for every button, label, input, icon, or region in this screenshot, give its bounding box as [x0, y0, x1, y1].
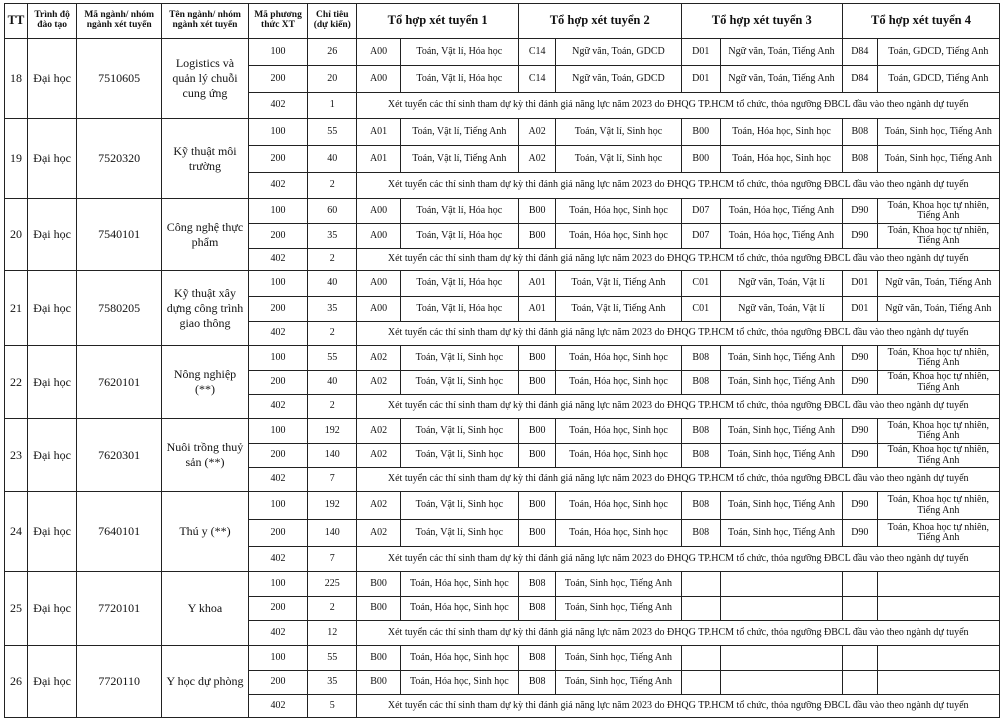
combo-subjects: Toán, Hóa học, Tiếng Anh: [720, 199, 842, 224]
method-code: 402: [248, 621, 307, 646]
combo-subjects: Ngữ văn, Toán, Vật lí: [720, 271, 842, 297]
method-code: 200: [248, 671, 307, 695]
combo-subjects: Toán, Hóa học, Sinh học: [556, 199, 681, 224]
method-code: 100: [248, 346, 307, 371]
quota-value: 192: [308, 492, 357, 520]
quota-value: 35: [308, 297, 357, 322]
header-code: Mã ngành/ nhóm ngành xét tuyển: [77, 4, 162, 39]
combo-code: [681, 572, 720, 597]
method-code: 402: [248, 695, 307, 718]
combo-subjects: [720, 671, 842, 695]
combo-subjects: Toán, Sinh học, Tiếng Anh: [720, 371, 842, 395]
quota-value: 192: [308, 419, 357, 444]
table-row: [5, 346, 1000, 371]
table-row: [5, 199, 1000, 224]
combo-subjects: Toán, Hóa học, Sinh học: [720, 146, 842, 173]
method-note: Xét tuyển các thí sinh tham dự kỳ thi đánh giá năng lực năm 2023 do ĐHQG TP.HCM tổ chức, thỏa ngưỡng ĐBCL đầu vào theo ngành dự tuyển: [357, 468, 1000, 492]
combo-subjects: Toán, Khoa học tự nhiên, Tiếng Anh: [877, 444, 999, 468]
combo-subjects: Ngữ văn, Toán, Tiếng Anh: [720, 39, 842, 66]
combo-code: B00: [518, 520, 556, 547]
quota-value: 55: [308, 119, 357, 146]
combo-code: A00: [357, 199, 400, 224]
quota-value: 225: [308, 572, 357, 597]
combo-code: D90: [843, 199, 878, 224]
combo-code: B08: [518, 646, 556, 671]
table-row: [5, 646, 1000, 671]
program-code: 7520320: [77, 119, 162, 199]
combo-code: C01: [681, 297, 720, 322]
row-number: 20: [5, 199, 28, 271]
method-note: Xét tuyển các thí sinh tham dự kỳ thi đánh giá năng lực năm 2023 do ĐHQG TP.HCM tổ chức, thỏa ngưỡng ĐBCL đầu vào theo ngành dự tuyển: [357, 322, 1000, 346]
header-name: Tên ngành/ nhóm ngành xét tuyển: [162, 4, 249, 39]
program-code: 7580205: [77, 271, 162, 346]
quota-value: 140: [308, 520, 357, 547]
combo-subjects: Toán, Sinh học, Tiếng Anh: [556, 572, 681, 597]
training-level: Đại học: [27, 346, 76, 419]
combo-subjects: Toán, Vật lí, Sinh học: [400, 444, 518, 468]
combo-code: A02: [518, 146, 556, 173]
combo-code: D07: [681, 199, 720, 224]
combo-code: A01: [518, 297, 556, 322]
quota-value: 7: [308, 547, 357, 572]
row-number: 23: [5, 419, 28, 492]
combo-subjects: [720, 597, 842, 621]
combo-code: [843, 646, 878, 671]
combo-code: A00: [357, 297, 400, 322]
combo-code: A00: [357, 39, 400, 66]
row-number: 25: [5, 572, 28, 646]
method-code: 200: [248, 224, 307, 249]
training-level: Đại học: [27, 271, 76, 346]
combo-subjects: Toán, Hóa học, Sinh học: [556, 224, 681, 249]
combo-code: [681, 646, 720, 671]
admission-table: [4, 3, 1000, 718]
training-level: Đại học: [27, 646, 76, 718]
combo-code: B08: [518, 671, 556, 695]
combo-subjects: [877, 671, 999, 695]
combo-subjects: Toán, Sinh học, Tiếng Anh: [556, 597, 681, 621]
program-name: Kỹ thuật môi trường: [162, 119, 249, 199]
method-note: Xét tuyển các thí sinh tham dự kỳ thi đánh giá năng lực năm 2023 do ĐHQG TP.HCM tổ chức, thỏa ngưỡng ĐBCL đầu vào theo ngành dự tuyển: [357, 93, 1000, 119]
combo-subjects: Toán, Khoa học tự nhiên, Tiếng Anh: [877, 199, 999, 224]
program-code: 7620301: [77, 419, 162, 492]
row-number: 21: [5, 271, 28, 346]
combo-subjects: Toán, Sinh học, Tiếng Anh: [877, 119, 999, 146]
combo-subjects: Ngữ văn, Toán, GDCD: [556, 39, 681, 66]
quota-value: 2: [308, 597, 357, 621]
combo-subjects: Toán, Vật lí, Hóa học: [400, 199, 518, 224]
combo-subjects: Toán, Hóa học, Tiếng Anh: [720, 224, 842, 249]
quota-value: 2: [308, 395, 357, 419]
quota-value: 12: [308, 621, 357, 646]
combo-subjects: Toán, Vật lí, Sinh học: [400, 520, 518, 547]
combo-subjects: Toán, Sinh học, Tiếng Anh: [877, 146, 999, 173]
combo-subjects: Toán, Hóa học, Sinh học: [400, 671, 518, 695]
combo-subjects: Toán, Khoa học tự nhiên, Tiếng Anh: [877, 492, 999, 520]
combo-code: A02: [357, 520, 400, 547]
program-code: 7720101: [77, 572, 162, 646]
combo-code: D90: [843, 371, 878, 395]
combo-code: A02: [518, 119, 556, 146]
combo-code: A02: [357, 419, 400, 444]
combo-subjects: Toán, Vật lí, Hóa học: [400, 271, 518, 297]
combo-code: B00: [681, 119, 720, 146]
method-note: Xét tuyển các thí sinh tham dự kỳ thi đánh giá năng lực năm 2023 do ĐHQG TP.HCM tổ chức, thỏa ngưỡng ĐBCL đầu vào theo ngành dự tuyển: [357, 695, 1000, 718]
row-number: 22: [5, 346, 28, 419]
combo-code: A02: [357, 444, 400, 468]
method-code: 100: [248, 646, 307, 671]
quota-value: 1: [308, 93, 357, 119]
table-row: [5, 492, 1000, 520]
method-code: 100: [248, 39, 307, 66]
table-body: [5, 39, 1000, 718]
method-code: 402: [248, 249, 307, 271]
combo-subjects: Toán, Vật lí, Tiếng Anh: [400, 119, 518, 146]
training-level: Đại học: [27, 492, 76, 572]
training-level: Đại học: [27, 119, 76, 199]
header-combo-1: Tổ hợp xét tuyển 1: [357, 4, 518, 39]
combo-subjects: [877, 597, 999, 621]
quota-value: 55: [308, 346, 357, 371]
method-code: 100: [248, 199, 307, 224]
combo-code: B08: [843, 119, 878, 146]
quota-value: 7: [308, 468, 357, 492]
combo-subjects: [877, 572, 999, 597]
combo-subjects: Toán, Vật lí, Tiếng Anh: [556, 297, 681, 322]
method-note: Xét tuyển các thí sinh tham dự kỳ thi đánh giá năng lực năm 2023 do ĐHQG TP.HCM tổ chức, thỏa ngưỡng ĐBCL đầu vào theo ngành dự tuyển: [357, 173, 1000, 199]
method-code: 200: [248, 520, 307, 547]
combo-subjects: Toán, Hóa học, Sinh học: [556, 371, 681, 395]
row-number: 19: [5, 119, 28, 199]
method-code: 100: [248, 572, 307, 597]
combo-code: B00: [357, 572, 400, 597]
combo-subjects: Toán, Sinh học, Tiếng Anh: [720, 492, 842, 520]
quota-value: 40: [308, 146, 357, 173]
combo-code: A01: [357, 119, 400, 146]
table-row: [5, 572, 1000, 597]
combo-code: B00: [518, 371, 556, 395]
combo-code: D01: [681, 39, 720, 66]
combo-code: B00: [681, 146, 720, 173]
combo-code: C14: [518, 66, 556, 93]
combo-code: C01: [681, 271, 720, 297]
combo-subjects: Toán, Vật lí, Sinh học: [556, 119, 681, 146]
header-combo-3: Tổ hợp xét tuyển 3: [681, 4, 842, 39]
header-combo-2: Tổ hợp xét tuyển 2: [518, 4, 681, 39]
program-code: 7640101: [77, 492, 162, 572]
combo-subjects: Toán, Hóa học, Sinh học: [556, 444, 681, 468]
header-method: Mã phương thức XT: [248, 4, 307, 39]
combo-code: B08: [518, 572, 556, 597]
program-code: 7720110: [77, 646, 162, 718]
combo-code: A01: [357, 146, 400, 173]
combo-code: A02: [357, 492, 400, 520]
combo-subjects: Toán, Hóa học, Sinh học: [400, 572, 518, 597]
method-note: Xét tuyển các thí sinh tham dự kỳ thi đánh giá năng lực năm 2023 do ĐHQG TP.HCM tổ chức, thỏa ngưỡng ĐBCL đầu vào theo ngành dự tuyển: [357, 249, 1000, 271]
combo-code: B08: [518, 597, 556, 621]
header-tt: TT: [5, 4, 28, 39]
combo-code: A02: [357, 346, 400, 371]
combo-subjects: Toán, Hóa học, Sinh học: [720, 119, 842, 146]
method-code: 100: [248, 492, 307, 520]
combo-code: B00: [518, 419, 556, 444]
combo-code: D90: [843, 444, 878, 468]
program-name: Y học dự phòng: [162, 646, 249, 718]
combo-subjects: Toán, Hóa học, Sinh học: [556, 520, 681, 547]
method-code: 402: [248, 547, 307, 572]
combo-subjects: Toán, Khoa học tự nhiên, Tiếng Anh: [877, 371, 999, 395]
method-code: 200: [248, 297, 307, 322]
combo-code: B00: [518, 346, 556, 371]
method-note: Xét tuyển các thí sinh tham dự kỳ thi đánh giá năng lực năm 2023 do ĐHQG TP.HCM tổ chức, thỏa ngưỡng ĐBCL đầu vào theo ngành dự tuyển: [357, 395, 1000, 419]
method-code: 100: [248, 271, 307, 297]
combo-code: [843, 572, 878, 597]
combo-code: A00: [357, 224, 400, 249]
combo-code: B00: [518, 224, 556, 249]
quota-value: 60: [308, 199, 357, 224]
table-row: [5, 271, 1000, 297]
combo-subjects: Toán, Vật lí, Sinh học: [400, 492, 518, 520]
program-name: Y khoa: [162, 572, 249, 646]
row-number: 26: [5, 646, 28, 718]
combo-subjects: Toán, Vật lí, Tiếng Anh: [556, 271, 681, 297]
combo-code: D84: [843, 39, 878, 66]
quota-value: 2: [308, 173, 357, 199]
training-level: Đại học: [27, 39, 76, 119]
combo-code: A00: [357, 271, 400, 297]
combo-subjects: Toán, Hóa học, Sinh học: [556, 419, 681, 444]
combo-subjects: Toán, Sinh học, Tiếng Anh: [720, 346, 842, 371]
combo-subjects: Toán, Vật lí, Sinh học: [556, 146, 681, 173]
quota-value: 2: [308, 322, 357, 346]
combo-code: D84: [843, 66, 878, 93]
quota-value: 5: [308, 695, 357, 718]
quota-value: 40: [308, 271, 357, 297]
combo-code: [843, 597, 878, 621]
combo-subjects: Toán, Sinh học, Tiếng Anh: [556, 646, 681, 671]
header-combo-4: Tổ hợp xét tuyển 4: [843, 4, 1000, 39]
method-code: 200: [248, 444, 307, 468]
combo-code: [681, 671, 720, 695]
training-level: Đại học: [27, 419, 76, 492]
row-number: 18: [5, 39, 28, 119]
combo-subjects: Toán, Hóa học, Sinh học: [400, 646, 518, 671]
combo-subjects: Toán, Khoa học tự nhiên, Tiếng Anh: [877, 224, 999, 249]
combo-subjects: Toán, Hóa học, Sinh học: [400, 597, 518, 621]
combo-subjects: Toán, Vật lí, Hóa học: [400, 66, 518, 93]
combo-subjects: Ngữ văn, Toán, GDCD: [556, 66, 681, 93]
combo-code: B08: [681, 444, 720, 468]
combo-subjects: Toán, Sinh học, Tiếng Anh: [556, 671, 681, 695]
combo-subjects: Ngữ văn, Toán, Tiếng Anh: [720, 66, 842, 93]
combo-code: [681, 597, 720, 621]
combo-code: B00: [357, 597, 400, 621]
table-row: [5, 39, 1000, 66]
program-name: Kỹ thuật xây dựng công trình giao thông: [162, 271, 249, 346]
method-code: 100: [248, 119, 307, 146]
quota-value: 2: [308, 249, 357, 271]
training-level: Đại học: [27, 572, 76, 646]
combo-subjects: Toán, Hóa học, Sinh học: [556, 492, 681, 520]
combo-code: D90: [843, 224, 878, 249]
combo-code: [843, 671, 878, 695]
combo-code: D07: [681, 224, 720, 249]
combo-code: B08: [681, 419, 720, 444]
training-level: Đại học: [27, 199, 76, 271]
table-row: [5, 419, 1000, 444]
combo-code: D01: [681, 66, 720, 93]
quota-value: 35: [308, 224, 357, 249]
method-code: 402: [248, 468, 307, 492]
quota-value: 26: [308, 39, 357, 66]
combo-subjects: Toán, Vật lí, Hóa học: [400, 39, 518, 66]
quota-value: 140: [308, 444, 357, 468]
combo-subjects: Ngữ văn, Toán, Vật lí: [720, 297, 842, 322]
combo-code: B00: [518, 444, 556, 468]
combo-subjects: [720, 572, 842, 597]
combo-subjects: Toán, Vật lí, Sinh học: [400, 346, 518, 371]
combo-code: D90: [843, 419, 878, 444]
quota-value: 35: [308, 671, 357, 695]
combo-subjects: Toán, Khoa học tự nhiên, Tiếng Anh: [877, 346, 999, 371]
program-name: Thú y (**): [162, 492, 249, 572]
combo-code: B00: [357, 671, 400, 695]
combo-code: D90: [843, 520, 878, 547]
method-code: 402: [248, 322, 307, 346]
method-code: 402: [248, 395, 307, 419]
combo-subjects: [877, 646, 999, 671]
combo-subjects: Toán, Sinh học, Tiếng Anh: [720, 520, 842, 547]
combo-code: B00: [357, 646, 400, 671]
quota-value: 40: [308, 371, 357, 395]
combo-code: D01: [843, 271, 878, 297]
combo-subjects: Toán, Vật lí, Sinh học: [400, 419, 518, 444]
method-code: 100: [248, 419, 307, 444]
combo-subjects: Toán, Sinh học, Tiếng Anh: [720, 419, 842, 444]
header-level: Trình độ đào tạo: [27, 4, 76, 39]
combo-code: A00: [357, 66, 400, 93]
table-row: [5, 119, 1000, 146]
combo-subjects: Toán, Vật lí, Hóa học: [400, 297, 518, 322]
combo-subjects: Toán, Khoa học tự nhiên, Tiếng Anh: [877, 419, 999, 444]
combo-subjects: Ngữ văn, Toán, Tiếng Anh: [877, 271, 999, 297]
combo-subjects: [720, 646, 842, 671]
combo-subjects: Toán, Vật lí, Tiếng Anh: [400, 146, 518, 173]
combo-subjects: Toán, Vật lí, Hóa học: [400, 224, 518, 249]
program-code: 7620101: [77, 346, 162, 419]
combo-subjects: Toán, Sinh học, Tiếng Anh: [720, 444, 842, 468]
combo-code: B08: [681, 520, 720, 547]
program-name: Logistics và quản lý chuỗi cung ứng: [162, 39, 249, 119]
program-code: 7540101: [77, 199, 162, 271]
program-name: Công nghệ thực phẩm: [162, 199, 249, 271]
combo-code: B08: [681, 492, 720, 520]
combo-code: B08: [681, 346, 720, 371]
method-code: 402: [248, 173, 307, 199]
combo-subjects: Toán, Khoa học tự nhiên, Tiếng Anh: [877, 520, 999, 547]
combo-code: B00: [518, 492, 556, 520]
program-code: 7510605: [77, 39, 162, 119]
table-header: [5, 4, 1000, 39]
method-code: 200: [248, 597, 307, 621]
combo-code: C14: [518, 39, 556, 66]
method-note: Xét tuyển các thí sinh tham dự kỳ thi đánh giá năng lực năm 2023 do ĐHQG TP.HCM tổ chức, thỏa ngưỡng ĐBCL đầu vào theo ngành dự tuyển: [357, 621, 1000, 646]
combo-code: A01: [518, 271, 556, 297]
combo-code: B08: [843, 146, 878, 173]
row-number: 24: [5, 492, 28, 572]
quota-value: 20: [308, 66, 357, 93]
combo-code: A02: [357, 371, 400, 395]
header-quota: Chỉ tiêu (dự kiến): [308, 4, 357, 39]
combo-subjects: Toán, GDCD, Tiếng Anh: [877, 66, 999, 93]
method-code: 200: [248, 371, 307, 395]
combo-code: B00: [518, 199, 556, 224]
method-code: 402: [248, 93, 307, 119]
method-code: 200: [248, 146, 307, 173]
combo-code: B08: [681, 371, 720, 395]
method-note: Xét tuyển các thí sinh tham dự kỳ thi đánh giá năng lực năm 2023 do ĐHQG TP.HCM tổ chức, thỏa ngưỡng ĐBCL đầu vào theo ngành dự tuyển: [357, 547, 1000, 572]
combo-code: D90: [843, 346, 878, 371]
quota-value: 55: [308, 646, 357, 671]
combo-subjects: Toán, Hóa học, Sinh học: [556, 346, 681, 371]
program-name: Nông nghiệp (**): [162, 346, 249, 419]
method-code: 200: [248, 66, 307, 93]
combo-subjects: Toán, GDCD, Tiếng Anh: [877, 39, 999, 66]
combo-subjects: Toán, Vật lí, Sinh học: [400, 371, 518, 395]
combo-subjects: Ngữ văn, Toán, Tiếng Anh: [877, 297, 999, 322]
combo-code: D01: [843, 297, 878, 322]
combo-code: D90: [843, 492, 878, 520]
program-name: Nuôi trồng thuỷ sản (**): [162, 419, 249, 492]
